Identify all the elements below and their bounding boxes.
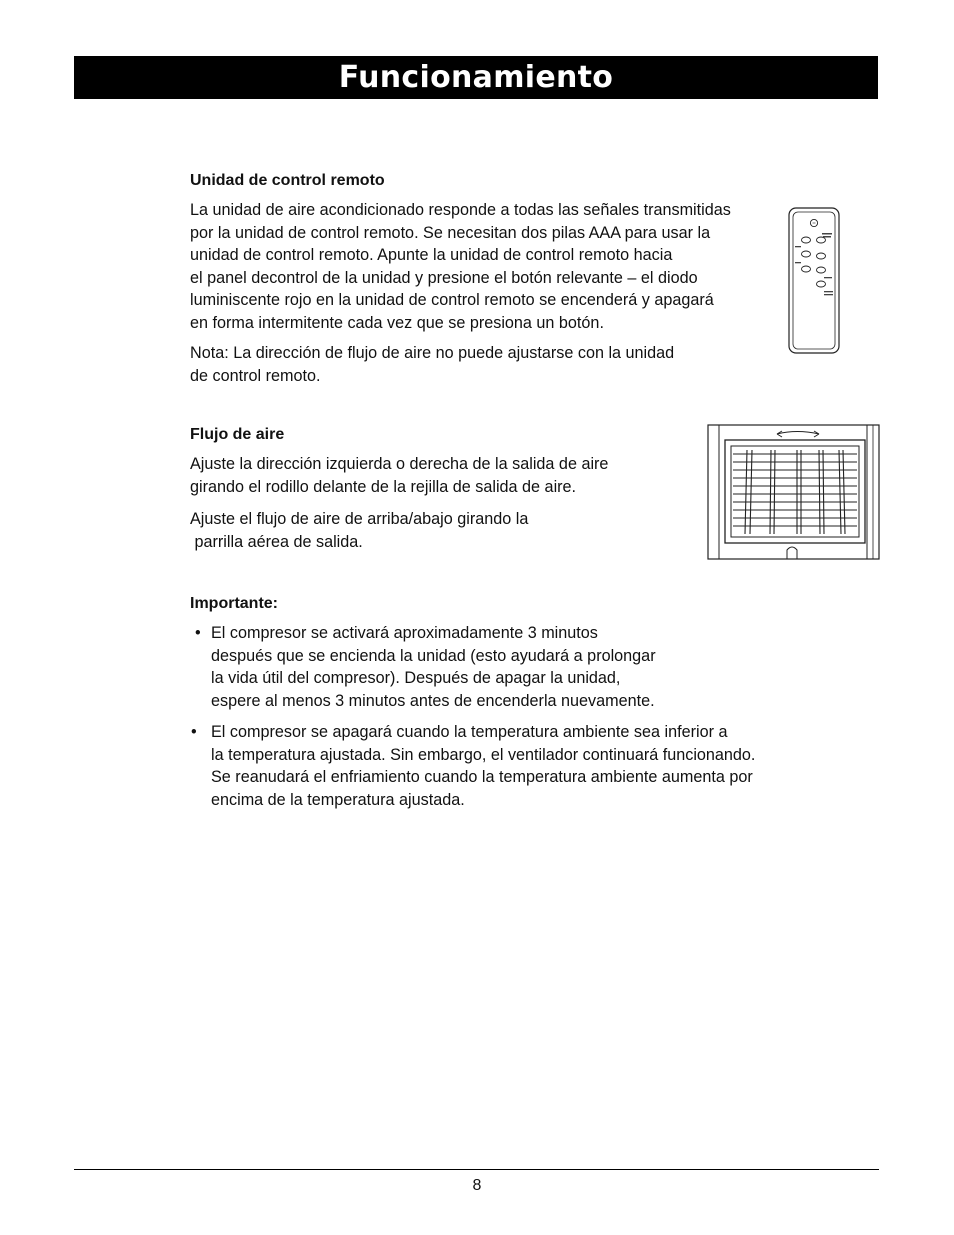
remote-note: Nota: La dirección de flujo de aire no puede ajustarse con la unidad de control remoto. — [190, 344, 675, 385]
important-item-1: El compresor se activará aproximadamente 3 minutos después que se encienda la unidad (esto ayudará a prolongar la vida útil del compresor). Después de apagar la unidad, espere al menos 3 minutos antes de encenderla nuevamente. — [211, 624, 656, 710]
page-number: 8 — [472, 1177, 482, 1194]
remote-control-illustration — [786, 206, 842, 356]
remote-paragraph: La unidad de aire acondicionado responde a todas las señales transmitidas por la unidad de control remoto. Se necesitan dos pilas AAA para usar la unidad de control remoto. Apunte la unidad de control remoto hacia el panel decontrol de la unidad y presione el botón relevante – el diodo luminiscente rojo en la unidad de control remoto se encenderá y apagará en forma intermitente cada vez que se presiona un botón. — [190, 201, 731, 332]
airflow-paragraph-2: Ajuste el flujo de aire de arriba/abajo girando la parrilla aérea de salida. — [190, 510, 529, 551]
bullet-marker: • — [191, 723, 197, 741]
airflow-section-heading: Flujo de aire — [190, 426, 285, 443]
air-outlet-grille-illustration — [707, 424, 880, 560]
bullet-marker: • — [195, 624, 201, 642]
page-title: Funcionamiento — [74, 56, 878, 99]
remote-section-heading: Unidad de control remoto — [190, 172, 385, 189]
important-item-2: El compresor se apagará cuando la temperatura ambiente sea inferior a la temperatura ajustada. Sin embargo, el ventilador continuará funcionando. Se reanudará el enfriamiento cuando la temperatura ambiente aumenta por encima de la temperatura ajustada. — [211, 723, 756, 809]
important-section-heading: Importante: — [190, 595, 278, 612]
airflow-paragraph-1: Ajuste la dirección izquierda o derecha de la salida de aire girando el rodillo delante de la rejilla de salida de aire. — [190, 455, 609, 496]
footer-divider — [74, 1169, 879, 1170]
